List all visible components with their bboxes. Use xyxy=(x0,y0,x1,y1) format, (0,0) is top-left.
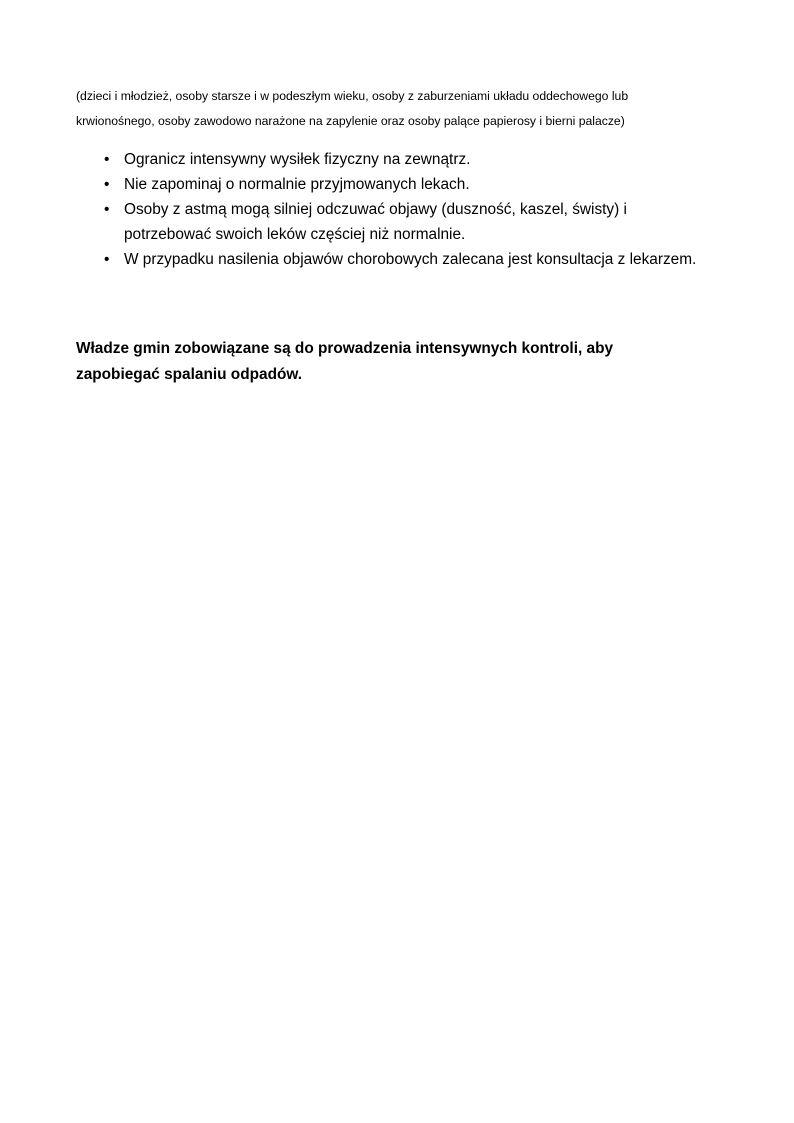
recommendations-list xyxy=(104,147,754,272)
list-item xyxy=(104,147,754,172)
list-item xyxy=(104,197,754,247)
list-item-text: W przypadku nasilenia objawów chorobowych zalecana jest konsultacja z lekarzem. xyxy=(124,251,697,268)
notice-line: zapobiegać spalaniu odpadów. xyxy=(76,366,303,383)
bullet: • xyxy=(104,151,110,168)
risk-groups-note xyxy=(76,84,716,134)
bullet: • xyxy=(104,251,110,268)
list-item xyxy=(104,247,754,272)
bullet: • xyxy=(104,176,110,193)
notice-line: Władze gmin zobowiązane są do prowadzenia intensywnych kontroli, aby xyxy=(76,340,614,357)
list-item-text: Osoby z astmą mogą silniej odczuwać objawy (duszność, kaszel, świsty) i xyxy=(124,201,627,218)
municipal-notice xyxy=(76,336,696,388)
list-item-text: Ogranicz intensywny wysiłek fizyczny na zewnątrz. xyxy=(124,151,471,168)
bullet: • xyxy=(104,201,110,218)
note-line: (dzieci i młodzież, osoby starsze i w podeszłym wieku, osoby z zaburzeniami układu oddechowego lub xyxy=(76,89,629,103)
note-line: krwionośnego, osoby zawodowo narażone na zapylenie oraz osoby palące papierosy i bierni palacze) xyxy=(76,114,625,128)
list-item xyxy=(104,172,754,197)
list-item-text: potrzebować swoich leków częściej niż normalnie. xyxy=(124,226,466,243)
list-item-text: Nie zapominaj o normalnie przyjmowanych lekach. xyxy=(124,176,470,193)
